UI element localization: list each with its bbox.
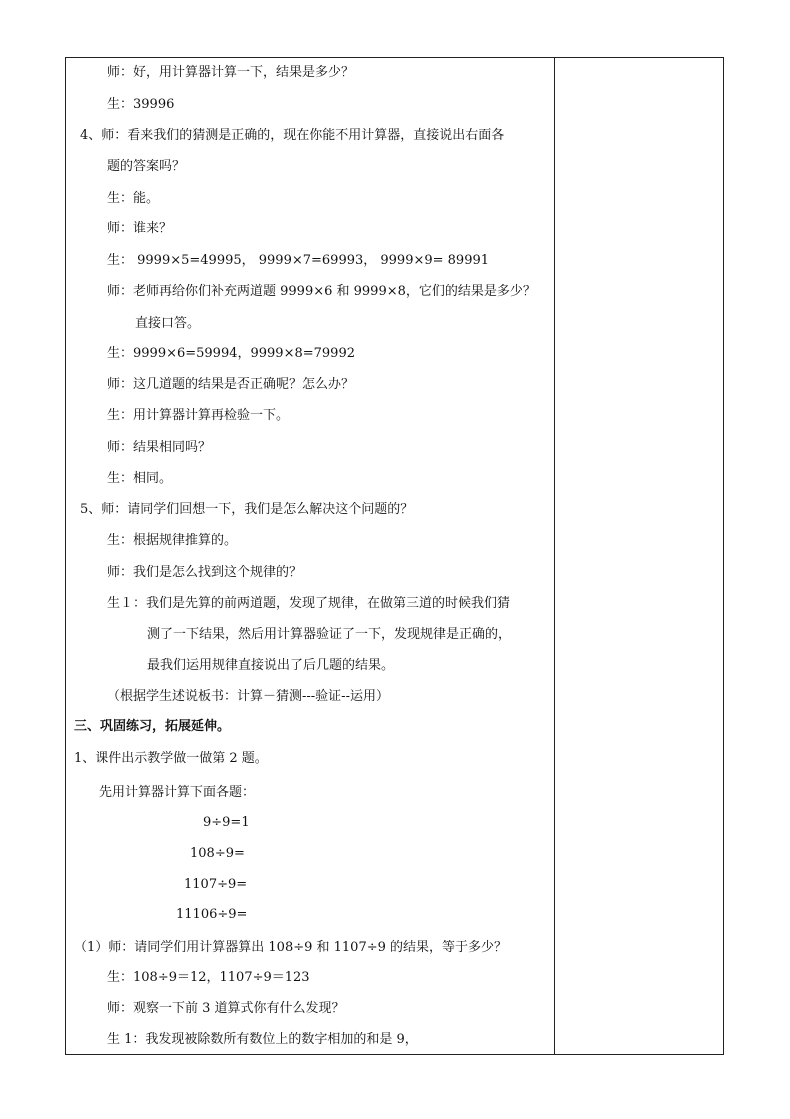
text-line-15: 5、师：请同学们回想一下，我们是怎么解决这个问题的？ bbox=[80, 502, 414, 517]
lesson-table bbox=[65, 57, 724, 1055]
text-line-7: 生： 9999×5=49995， 9999×7=69993， 9999×9= 89991 bbox=[107, 253, 490, 268]
text-line-19: 测了一下结果，然后用计算器验证了一下，发现规律是正确的， bbox=[147, 627, 512, 642]
text-line-21: （根据学生述说板书：计算－猜测---验证--运用） bbox=[107, 689, 389, 704]
text-line-20: 最我们运用规律直接说出了后几题的结果。 bbox=[147, 658, 395, 673]
text-line-24: 先用计算器计算下面各题： bbox=[99, 785, 256, 800]
text-line-4: 题的答案吗？ bbox=[107, 159, 186, 174]
text-line-11: 师：这几道题的结果是否正确呢？怎么办？ bbox=[107, 377, 355, 392]
text-line-12: 生：用计算器计算再检验一下。 bbox=[107, 408, 290, 423]
text-line-10: 生：9999×6=59994，9999×8=79992 bbox=[107, 346, 355, 361]
text-line-16: 生：根据规律推算的。 bbox=[107, 533, 238, 548]
equation-3: 1107÷9= bbox=[184, 877, 248, 892]
text-line-2: 生：39996 bbox=[107, 97, 175, 112]
text-line-31: 师：观察一下前 3 道算式你有什么发现？ bbox=[107, 1001, 345, 1016]
text-line-18: 生１：我们是先算的前两道题，发现了规律，在做第三道的时候我们猜 bbox=[107, 596, 511, 611]
text-line-9: 直接口答。 bbox=[135, 316, 201, 331]
text-line-30: 生：108÷9＝12，1107÷9＝123 bbox=[107, 970, 310, 985]
table-column-divider bbox=[554, 57, 555, 1055]
text-line-3: 4、师：看来我们的猜测是正确的，现在你能不用计算器，直接说出右面各 bbox=[80, 128, 505, 143]
equation-1: 9÷9=1 bbox=[203, 815, 250, 830]
text-line-6: 师：谁来？ bbox=[107, 221, 173, 236]
equation-4: 11106÷9= bbox=[176, 907, 248, 922]
text-line-14: 生：相同。 bbox=[107, 471, 173, 486]
text-line-23: 1、课件出示教学做一做第 2 题。 bbox=[74, 751, 268, 766]
text-line-17: 师：我们是怎么找到这个规律的？ bbox=[107, 565, 303, 580]
text-line-29: （1）师：请同学们用计算器算出 108÷9 和 1107÷9 的结果，等于多少？ bbox=[74, 940, 508, 955]
text-line-13: 师：结果相同吗？ bbox=[107, 440, 212, 455]
text-line-8: 师：老师再给你们补充两道题 9999×6 和 9999×8，它们的结果是多少？ bbox=[107, 284, 536, 299]
text-line-32: 生 1：我发现被除数所有数位上的数字相加的和是 9， bbox=[107, 1032, 418, 1047]
section-heading: 三、巩固练习，拓展延伸。 bbox=[74, 719, 231, 734]
text-line-1: 师：好，用计算器计算一下，结果是多少？ bbox=[107, 65, 355, 80]
text-line-5: 生：能。 bbox=[107, 191, 160, 206]
equation-2: 108÷9= bbox=[190, 846, 245, 861]
